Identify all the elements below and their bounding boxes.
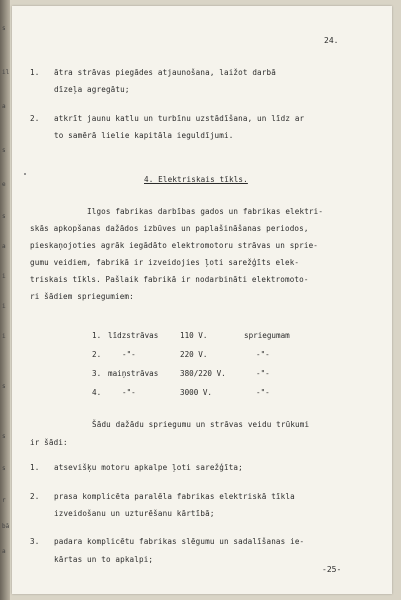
page-number: 24. <box>324 36 339 45</box>
paragraph-line: skās apkopšanas dažādos izbūves un paplašināšanas periodos, <box>30 224 309 233</box>
list-item-line: atkrīt jaunu katlu un turbīnu uzstādīšana, un līdz ar <box>54 114 305 123</box>
list-number: 2. <box>30 492 40 501</box>
voltage-value: 380/220 V. <box>180 369 226 378</box>
margin-fragment: s <box>2 465 6 472</box>
left-margin-fragments <box>1 0 11 600</box>
margin-fragment: i <box>2 273 6 280</box>
list-item-line: atsevišķu motoru apkalpe ļoti sarežģīta; <box>54 463 243 472</box>
current-type: -"- <box>122 388 136 397</box>
row-index: 2. <box>92 350 102 359</box>
margin-fragment: il <box>2 69 10 76</box>
voltage-value: 3000 V. <box>180 388 213 397</box>
row-index: 4. <box>92 388 102 397</box>
paragraph-line: ri šādiem spriegumiem: <box>30 292 134 301</box>
margin-fragment: a <box>2 243 6 250</box>
voltage-note: spriegumam <box>244 331 290 340</box>
voltage-value: 220 V. <box>180 350 208 359</box>
document-page <box>12 6 392 594</box>
ink-speck <box>24 173 26 175</box>
voltage-note: -"- <box>256 388 270 397</box>
paragraph-line: Šādu dažādu spriegumu un strāvas veidu trūkumi <box>92 420 310 429</box>
voltage-note: -"- <box>256 369 270 378</box>
list-number: 1. <box>30 463 40 472</box>
paragraph-line: ir šādi: <box>30 438 68 447</box>
voltage-note: -"- <box>256 350 270 359</box>
section-title: 4. Elektriskais tīkls. <box>144 175 248 184</box>
margin-fragment: r <box>2 497 6 504</box>
paragraph-line: triskais tīkls. Pašlaik fabrikā ir nodarbināti elektromoto- <box>30 275 309 284</box>
list-item-line: dīzeļa agregātu; <box>54 85 130 94</box>
list-item-line: kārtas un to apkalpi; <box>54 555 154 564</box>
list-item-line: ātra strāvas piegādes atjaunošana, laižot darbā <box>54 68 276 77</box>
margin-fragment: a <box>2 548 6 555</box>
current-type: -"- <box>122 350 136 359</box>
paragraph-line: gumu veidiem, fabrikā ir izveidojies ļoti sarežģīts elek- <box>30 258 300 267</box>
margin-fragment: bā <box>2 523 10 530</box>
margin-fragment: a <box>2 103 6 110</box>
list-item-line: izveidošanu un uzturēšanu kārtībā; <box>54 509 215 518</box>
row-index: 3. <box>92 369 102 378</box>
margin-fragment: s <box>2 25 6 32</box>
row-index: 1. <box>92 331 102 340</box>
margin-fragment: i <box>2 333 6 340</box>
list-number: 1. <box>30 68 40 77</box>
margin-fragment: e <box>2 181 6 188</box>
current-type: maiņstrāvas <box>108 369 159 378</box>
voltage-value: 110 V. <box>180 331 208 340</box>
list-item-line: prasa komplicēta paralēla fabrikas elektriskā tīkla <box>54 492 295 501</box>
margin-fragment: s <box>2 213 6 220</box>
list-item-line: to samērā lielie kapitāla ieguldījumi. <box>54 131 234 140</box>
current-type: līdzstrāvas <box>108 331 159 340</box>
list-number: 3. <box>30 537 40 546</box>
page-footer: -25- <box>322 565 342 574</box>
margin-fragment: i <box>2 303 6 310</box>
margin-fragment: s <box>2 433 6 440</box>
list-item-line: padara komplicētu fabrikas slēgumu un sadalīšanas ie- <box>54 537 305 546</box>
paragraph-line: pieskaņojoties agrāk iegādāto elektromotoru strāvas un sprie- <box>30 241 319 250</box>
list-number: 2. <box>30 114 40 123</box>
paragraph-line: Ilgos fabrikas darbības gados un fabrikas elektri- <box>87 207 324 216</box>
margin-fragment: s <box>2 383 6 390</box>
margin-fragment: s <box>2 147 6 154</box>
